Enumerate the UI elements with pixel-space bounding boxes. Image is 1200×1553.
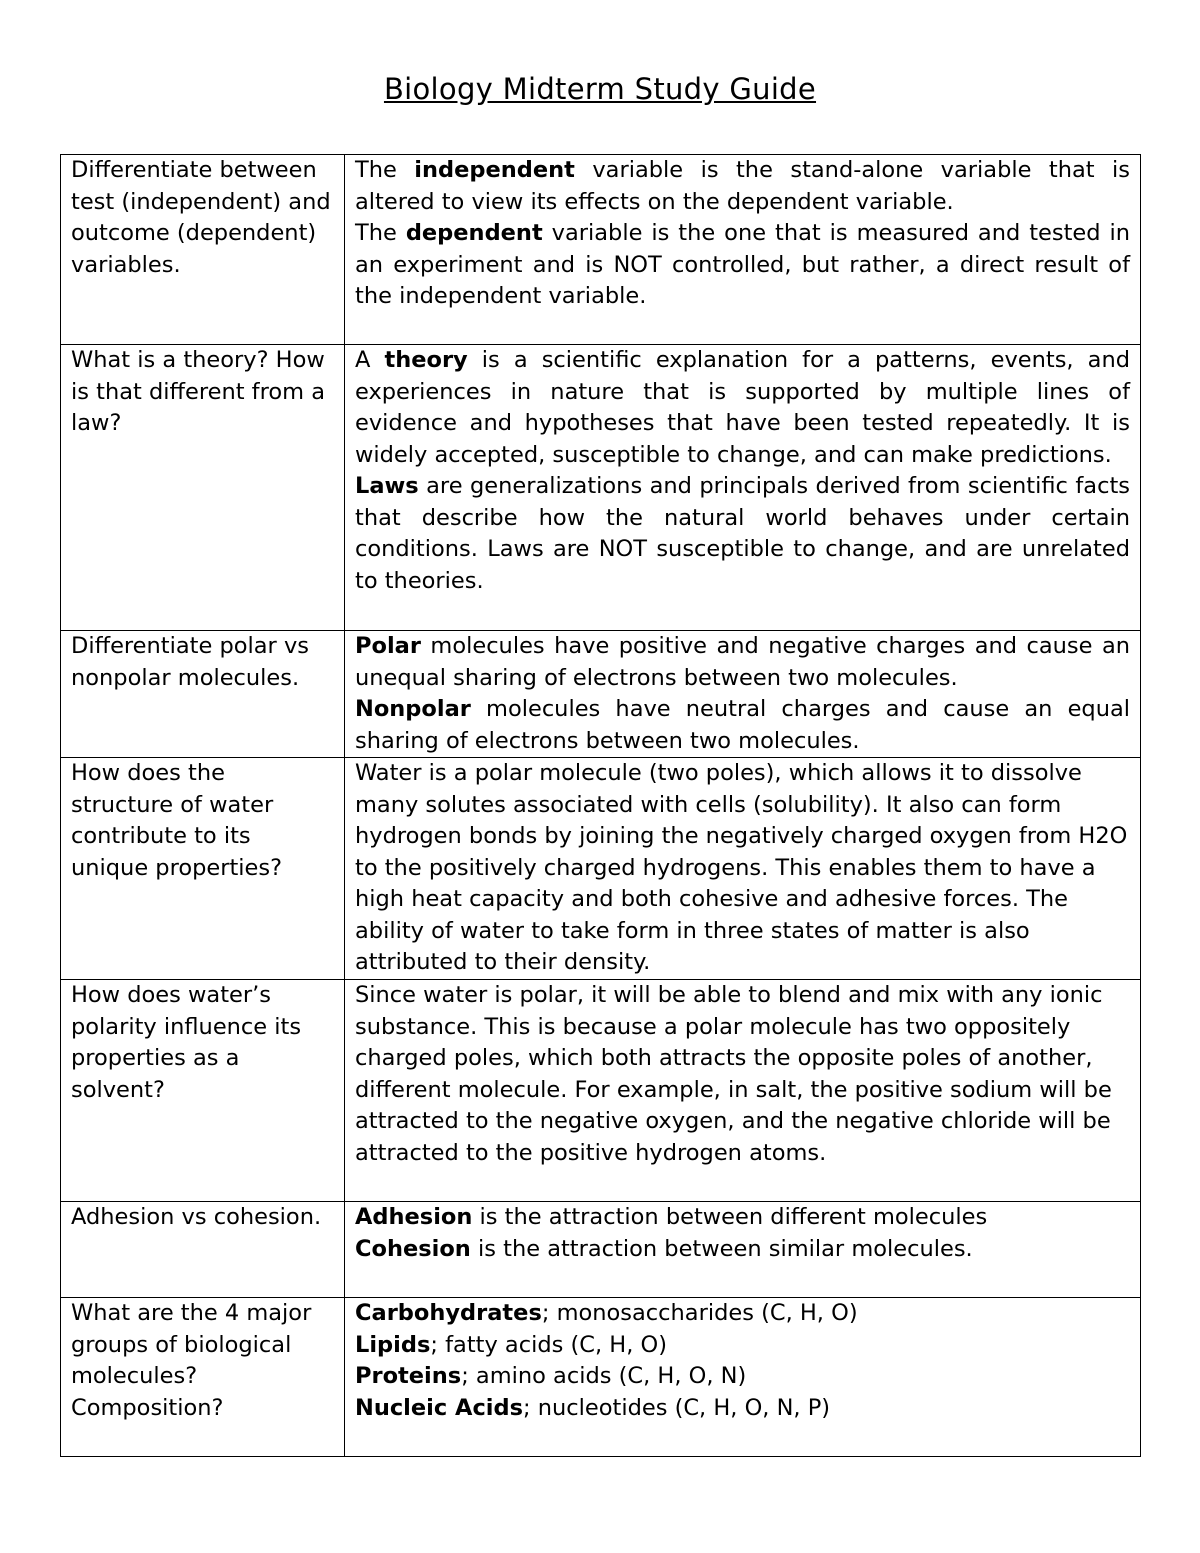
table-row (61, 345, 1141, 631)
question-cell: What is a theory? How is that different from a law? (61, 345, 345, 631)
question-cell: How does the structure of water contribute to its unique properties? (61, 758, 345, 980)
answer-paragraph: Cohesion is the attraction between similar molecules. (355, 1235, 973, 1262)
answer-paragraph: Adhesion is the attraction between different molecules (355, 1204, 988, 1230)
answer-cell (345, 1202, 1141, 1298)
question-cell: Differentiate between test (independent) and outcome (dependent) variables. (61, 155, 345, 345)
table-row (61, 980, 1141, 1202)
table-row (61, 1298, 1141, 1457)
table-row (61, 1202, 1141, 1298)
answer-cell (345, 345, 1141, 631)
answer-paragraph: Laws are generalizations and principals derived from scientific facts that describe how the natural world behaves under certain conditions. Laws are NOT susceptible to change, and are unrelated to theories. (355, 473, 1130, 594)
question-cell: Differentiate polar vs nonpolar molecules. (61, 631, 345, 758)
answer-paragraph: Proteins; amino acids (C, H, O, N) (355, 1363, 747, 1389)
answer-cell (345, 631, 1141, 758)
table-row (61, 155, 1141, 345)
page-title: Biology Midterm Study Guide (383, 72, 817, 106)
question-cell: How does water’s polarity influence its properties as a solvent? (61, 980, 345, 1202)
table-row (61, 758, 1141, 980)
answer-paragraph: Carbohydrates; monosaccharides (C, H, O) (355, 1300, 858, 1326)
answer-cell: Since water is polar, it will be able to blend and mix with any ionic substance. This is because a polar molecule has two oppositely charged poles, which both attracts the opposite poles of another, different molecule. For example, in salt, the positive sodium will be attracted to the negative oxygen, and the negative chloride will be attracted to the positive hydrogen atoms. (345, 980, 1141, 1202)
answer-paragraph: Nonpolar molecules have neutral charges and cause an equal sharing of electrons between two molecules. (355, 696, 1130, 754)
question-cell: Adhesion vs cohesion. (61, 1202, 345, 1298)
study-guide-table (60, 154, 1141, 1457)
answer-cell: Water is a polar molecule (two poles), which allows it to dissolve many solutes associated with cells (solubility). It also can form hydrogen bonds by joining the negatively charged oxygen from H2O to the positively charged hydrogens. This enables them to have a high heat capacity and both cohesive and adhesive forces. The ability of water to take form in three states of matter is also attributed to their density. (345, 758, 1141, 980)
table-row (61, 631, 1141, 758)
answer-paragraph: Lipids; fatty acids (C, H, O) (355, 1331, 667, 1358)
answer-cell (345, 1298, 1141, 1457)
answer-cell (345, 155, 1141, 345)
answer-paragraph: The independent variable is the stand-alone variable that is altered to view its effects on the dependent variable. (355, 157, 1131, 215)
answer-paragraph: Nucleic Acids; nucleotides (C, H, O, N, P) (355, 1394, 831, 1421)
answer-paragraph: A theory is a scientific explanation for a patterns, events, and experiences in nature that is supported by multiple lines of evidence and hypotheses that have been tested repeatedly. It is widely accepted, susceptible to change, and can make predictions. (355, 347, 1130, 468)
question-cell: What are the 4 major groups of biological molecules? Composition? (61, 1298, 345, 1457)
answer-paragraph: Polar molecules have positive and negative charges and cause an unequal sharing of electrons between two molecules. (355, 633, 1130, 691)
answer-paragraph: The dependent variable is the one that is measured and tested in an experiment and is NOT controlled, but rather, a direct result of the independent variable. (355, 220, 1131, 309)
